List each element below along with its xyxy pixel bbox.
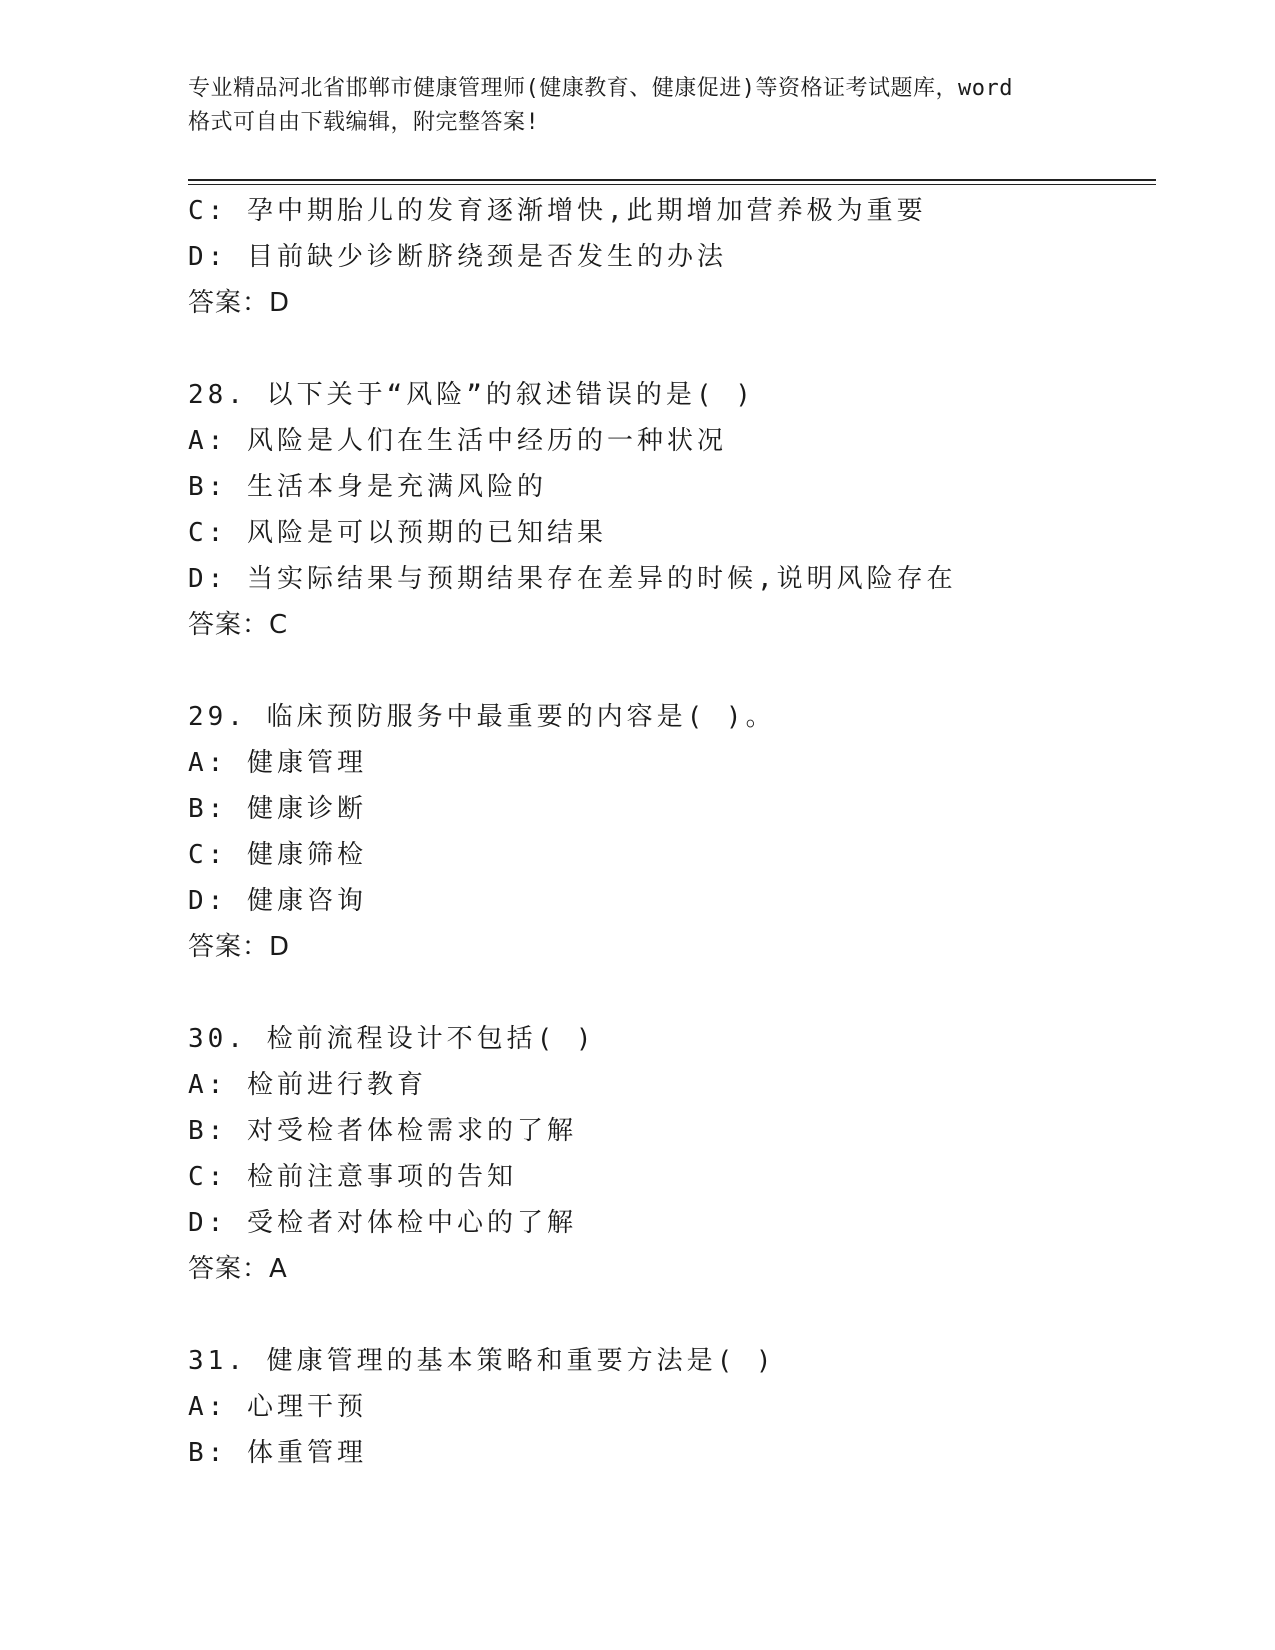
option-d: D: 健康咨询	[188, 886, 367, 916]
option-a: A: 风险是人们在生活中经历的一种状况	[188, 426, 727, 456]
question-stem: 29. 临床预防服务中最重要的内容是( )。	[188, 702, 776, 732]
answer-line: 答案：D	[188, 932, 291, 962]
question-list	[188, 188, 1156, 1476]
spacer	[188, 648, 1156, 694]
option-c: C: 健康筛检	[188, 840, 367, 870]
header-divider-thin	[188, 184, 1156, 185]
header-divider-thick	[188, 179, 1156, 181]
option-d: D: 受检者对体检中心的了解	[188, 1208, 577, 1238]
answer-line: 答案：A	[188, 1254, 288, 1284]
question-31	[188, 1338, 1156, 1476]
question-stem: 28. 以下关于“风险”的叙述错误的是( )	[188, 380, 755, 410]
answer-line: 答案：D	[188, 288, 291, 318]
option-d: D: 当实际结果与预期结果存在差异的时候,说明风险存在	[188, 564, 957, 594]
question-27-continued	[188, 188, 1156, 326]
option-b: B: 健康诊断	[188, 794, 367, 824]
document-header	[188, 72, 1088, 140]
option-a: A: 健康管理	[188, 748, 367, 778]
spacer	[188, 970, 1156, 1016]
option-a: A: 检前进行教育	[188, 1070, 427, 1100]
spacer	[188, 1292, 1156, 1338]
question-29	[188, 694, 1156, 970]
option-b: B: 生活本身是充满风险的	[188, 472, 547, 502]
option-b: B: 体重管理	[188, 1438, 367, 1468]
spacer	[188, 326, 1156, 372]
header-line-2: 格式可自由下载编辑，附完整答案!	[188, 110, 540, 135]
option-d: D: 目前缺少诊断脐绕颈是否发生的办法	[188, 242, 727, 272]
option-b: B: 对受检者体检需求的了解	[188, 1116, 577, 1146]
question-stem: 31. 健康管理的基本策略和重要方法是( )	[188, 1346, 776, 1376]
answer-line: 答案：C	[188, 610, 289, 640]
question-stem: 30. 检前流程设计不包括( )	[188, 1024, 596, 1054]
question-28	[188, 372, 1156, 648]
header-line-1: 专业精品河北省邯郸市健康管理师(健康教育、健康促进)等资格证考试题库，word	[188, 76, 1013, 101]
option-c: C: 检前注意事项的告知	[188, 1162, 517, 1192]
question-30	[188, 1016, 1156, 1292]
option-c: C: 风险是可以预期的已知结果	[188, 518, 607, 548]
option-a: A: 心理干预	[188, 1392, 367, 1422]
option-c: C: 孕中期胎儿的发育逐渐增快,此期增加营养极为重要	[188, 196, 927, 226]
